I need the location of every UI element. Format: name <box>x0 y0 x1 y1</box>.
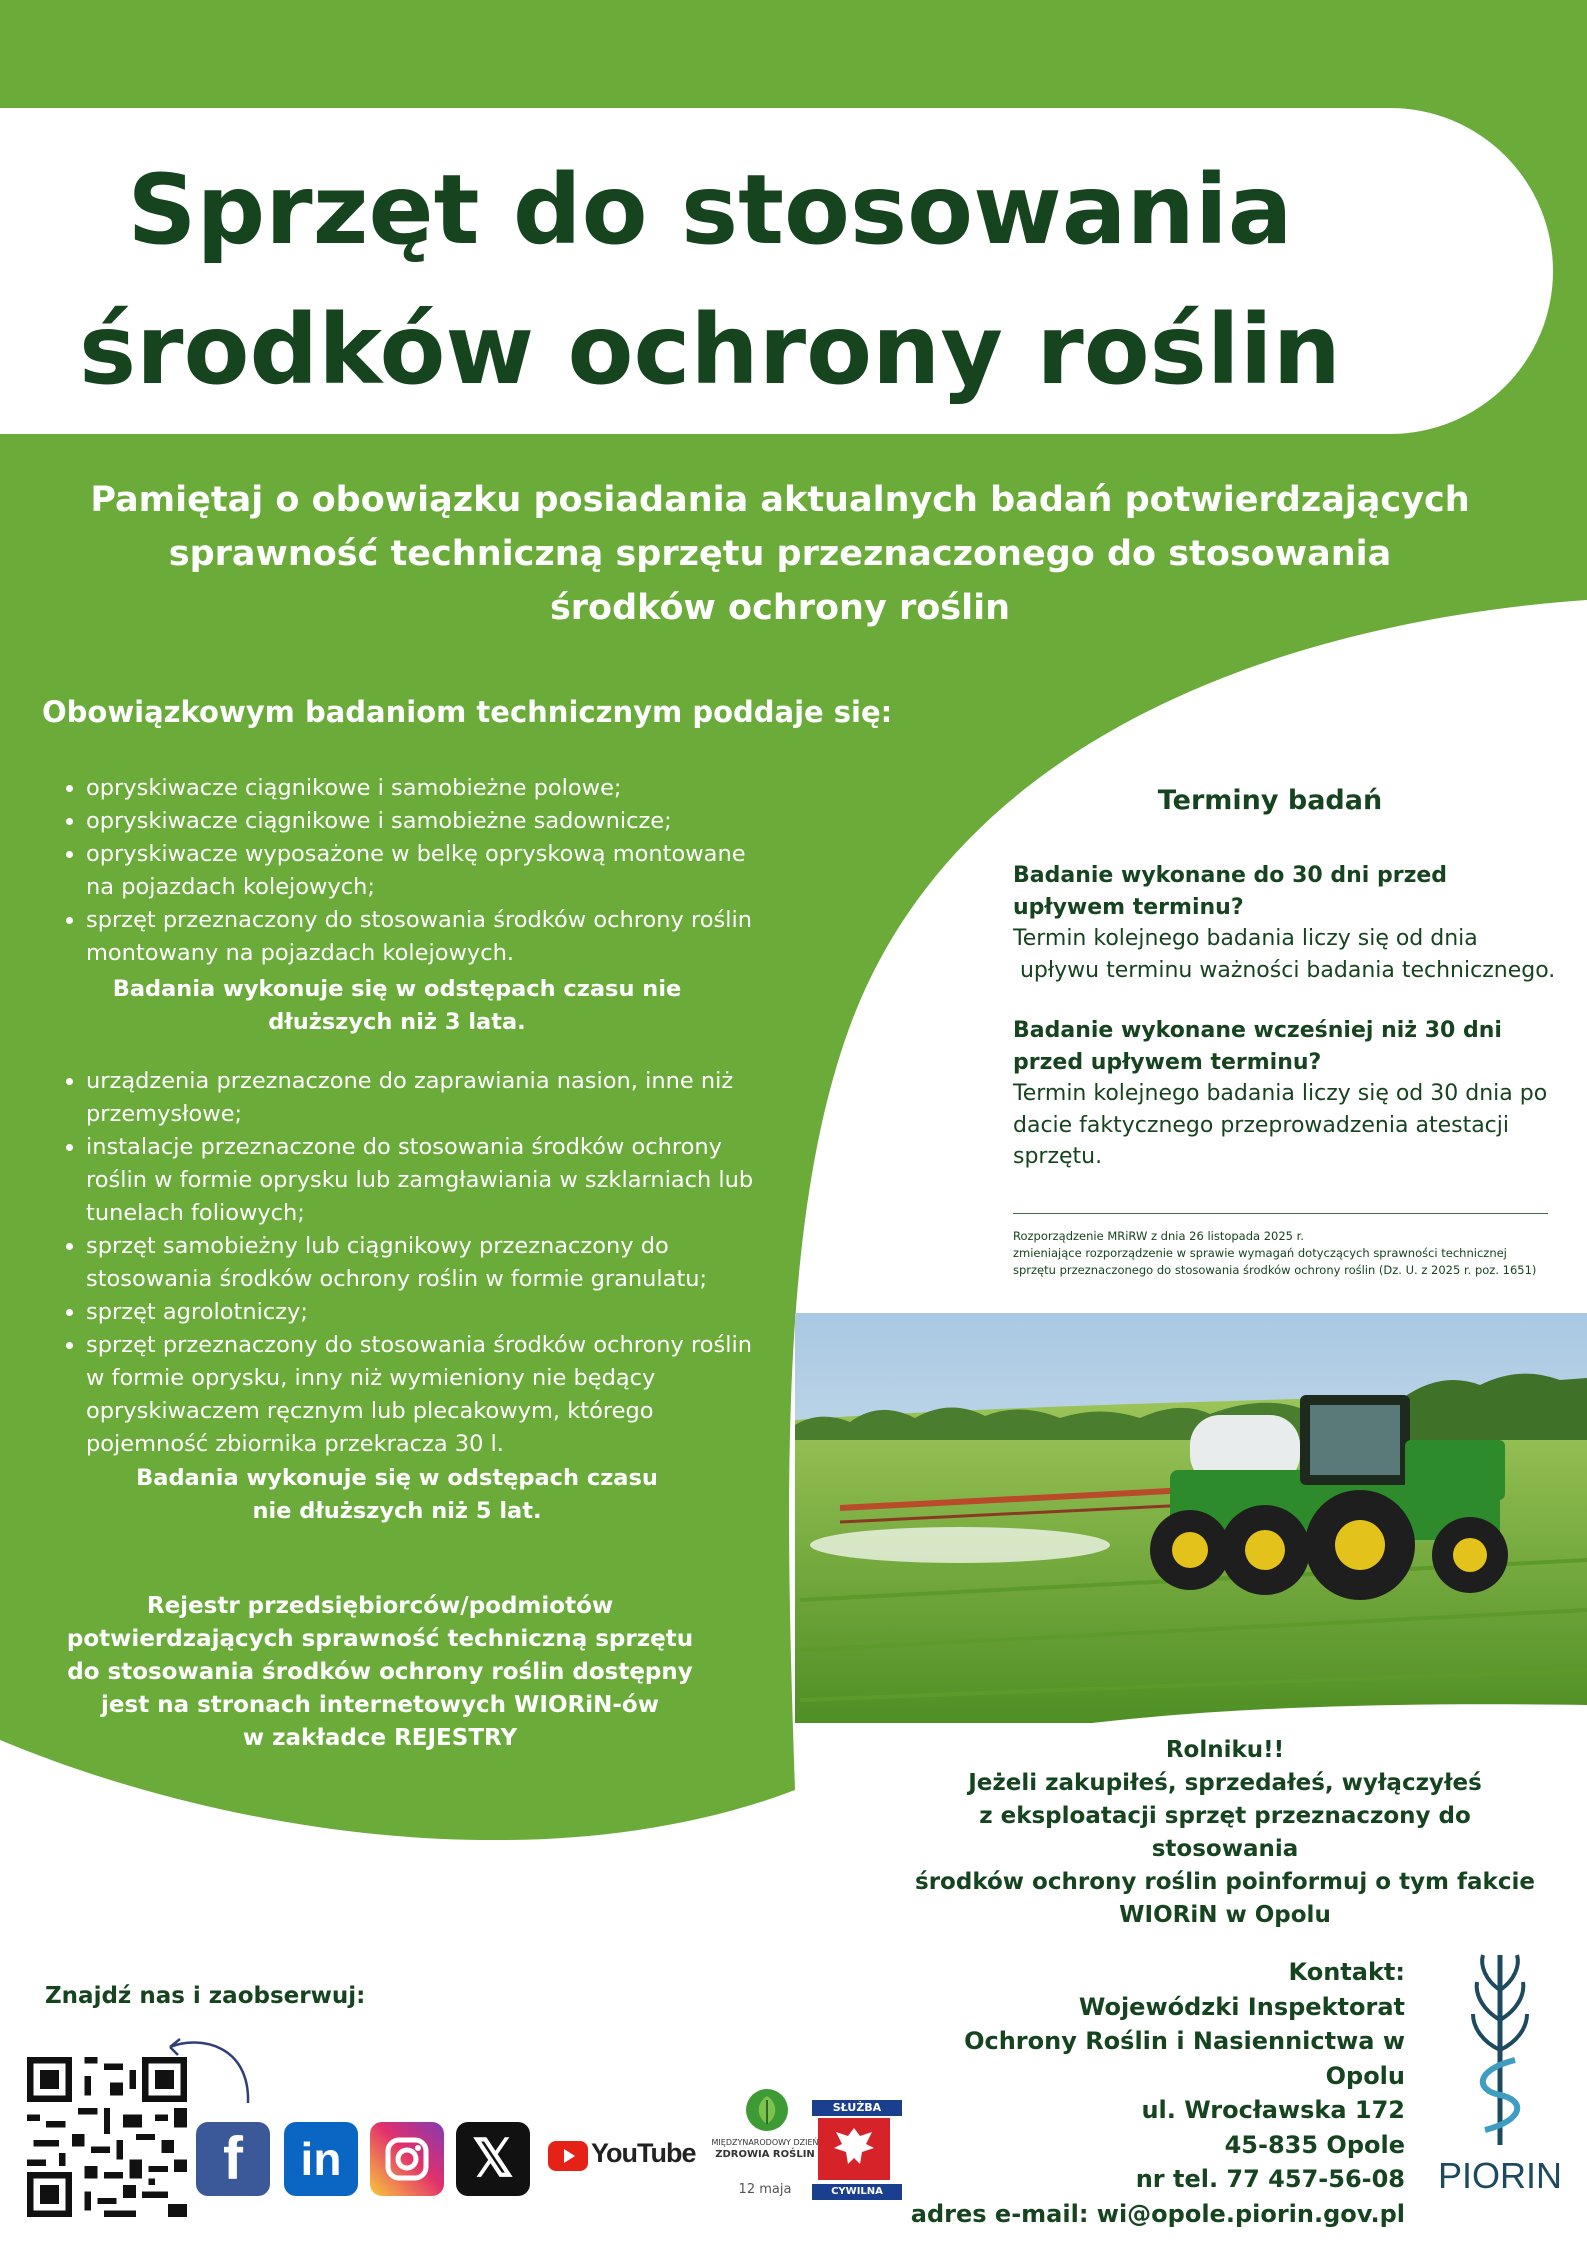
contact-line: ul. Wrocławska 172 <box>1141 2096 1405 2124</box>
answer-2 <box>1013 1078 1573 1173</box>
list-item: • opryskiwacze ciągnikowe i samobieżne sadownicze; <box>86 805 762 838</box>
legal-line: sprzętu przeznaczonego do stosowania środków ochrony roślin (Dz. U. z 2025 r. poz. 1651) <box>1013 1263 1537 1277</box>
intro-text <box>60 473 1500 635</box>
mandatory-group-2 <box>42 1065 762 1461</box>
equipment-list-1 <box>42 772 762 970</box>
leaf-icon <box>745 2088 789 2132</box>
interval-note-3-years <box>72 973 722 1039</box>
contact-line: Wojewódzki Inspektorat <box>1078 1992 1405 2021</box>
list-item: • sprzęt przeznaczony do stosowania środków ochrony roślin montowany na pojazdach kolejowych. <box>86 904 762 970</box>
intro-line-2: sprawność techniczną sprzętu przeznaczonego do stosowania <box>168 534 1392 574</box>
youtube-icon[interactable] <box>548 2138 696 2178</box>
contact-line: nr tel. 77 457-56-08 <box>1135 2165 1405 2193</box>
list-item: • sprzęt samobieżny lub ciągnikowy przeznaczony do stosowania środków ochrony roślin w formie granulatu; <box>86 1230 762 1296</box>
register-line: w zakładce REJESTRY <box>242 1725 518 1751</box>
note1-line-1: Badania wykonuje się w odstępach czasu nie <box>112 976 682 1002</box>
list-item: • sprzęt przeznaczony do stosowania środków ochrony roślin w formie oprysku, inny niż wymieniony nie będący opryskiwaczem ręcznym lub plecakowym, którego pojemność zbiornika przekracza 30 l. <box>86 1329 762 1461</box>
intro-line-1: Pamiętaj o obowiązku posiadania aktualnych badań potwierdzających <box>90 480 1470 520</box>
farmer-line: Jeżeli zakupiłeś, sprzedałeś, wyłączyłeś <box>968 1770 1482 1796</box>
note1-line-2: dłuższych niż 3 lata. <box>268 1009 526 1035</box>
note2-line-2: nie dłuższych niż 5 lat. <box>252 1498 542 1524</box>
health-day-date: 12 maja <box>738 2182 792 2197</box>
linkedin-icon[interactable]: in <box>284 2122 358 2196</box>
piorin-wordmark: PIORIN <box>1437 2155 1562 2196</box>
instagram-glyph <box>370 2122 444 2196</box>
mandatory-heading: Obowiązkowym badaniom technicznym poddaje się: <box>42 695 893 729</box>
answer-line: sprzętu. <box>1013 1144 1103 1169</box>
facebook-icon[interactable]: f <box>196 2122 270 2196</box>
find-us-label: Znajdź nas i zaobserwuj: <box>45 1983 366 2009</box>
register-line: do stosowania środków ochrony roślin dostępny <box>67 1659 693 1685</box>
question-line: Badanie wykonane do 30 dni przed <box>1013 863 1448 888</box>
register-info <box>60 1590 700 1755</box>
youtube-play-icon <box>548 2141 588 2171</box>
answer-line: Termin kolejnego badania liczy się od dnia <box>1013 926 1478 951</box>
page-title <box>40 140 1380 420</box>
legal-line: zmieniające rozporządzenie w sprawie wymagań dotyczących sprawności technicznej <box>1013 1246 1507 1260</box>
civil-service-bottom: CYWILNA <box>812 2184 902 2200</box>
farmer-line: z eksploatacji sprzęt przeznaczony do stosowania <box>979 1803 1471 1862</box>
email-link[interactable]: adres e-mail: wi@opole.piorin.gov.pl <box>910 2199 1405 2228</box>
legal-reference <box>1013 1228 1573 1279</box>
title-line-1: Sprzęt do stosowania <box>127 154 1293 266</box>
question-2 <box>1013 1015 1573 1078</box>
list-item: • instalacje przeznaczone do stosowania środków ochrony roślin w formie oprysku lub zamgławiania w szklarniach lub tunelach foliowych; <box>86 1131 762 1230</box>
title-line-2: środków ochrony roślin <box>79 294 1341 406</box>
question-line: przed upływem terminu? <box>1013 1049 1322 1075</box>
terms-title: Terminy badań <box>1157 785 1383 816</box>
farmer-line: WIORiN w Opolu <box>1119 1902 1331 1928</box>
farmer-notice <box>905 1734 1545 1932</box>
list-item: • opryskiwacze wyposażone w belkę opryskową montowane na pojazdach kolejowych; <box>86 838 762 904</box>
intro-line-3: środków ochrony roślin <box>549 588 1011 628</box>
instagram-icon[interactable] <box>370 2122 444 2196</box>
civil-service-top: SŁUŻBA <box>812 2100 902 2116</box>
answer-line: dacie faktycznego przeprowadzenia atestacji <box>1013 1112 1509 1138</box>
divider <box>1013 1213 1548 1214</box>
register-line: Rejestr przedsiębiorców/podmiotów <box>146 1593 614 1619</box>
contact-line: Ochrony Roślin i Nasiennictwa w Opolu <box>964 2027 1405 2090</box>
list-item: • urządzenia przeznaczone do zaprawiania nasion, inne niż przemysłowe; <box>86 1065 762 1131</box>
terms-block-2 <box>1013 1015 1573 1173</box>
contact-heading: Kontakt: <box>1288 1958 1405 1986</box>
farmer-line: środków ochrony roślin poinformuj o tym fakcie <box>915 1869 1535 1895</box>
contact-line: 45-835 Opole <box>1224 2130 1405 2159</box>
mandatory-group-1 <box>42 772 762 970</box>
piorin-logo <box>1425 1950 1575 2200</box>
question-1 <box>1013 860 1573 923</box>
question-line: Badanie wykonane wcześniej niż 30 dni <box>1013 1018 1502 1043</box>
legal-line: Rozporządzenie MRiRW z dnia 26 listopada 2025 r. <box>1013 1229 1304 1243</box>
qr-code-icon[interactable] <box>27 2057 187 2217</box>
wheat-staff-icon <box>1455 1950 1545 2150</box>
health-day-line-1: MIĘDZYNARODOWY DZIEŃ <box>711 2138 819 2147</box>
answer-line: upływu terminu ważności badania technicznego. <box>1013 957 1556 983</box>
list-item: • opryskiwacze ciągnikowe i samobieżne polowe; <box>86 772 762 805</box>
register-line: jest na stronach internetowych WIORiN-ów <box>101 1692 659 1718</box>
question-line: upływem terminu? <box>1013 894 1244 920</box>
tractor-photo <box>795 1313 1587 1723</box>
answer-1 <box>1013 923 1573 986</box>
health-day-line-2: ZDROWIA ROŚLIN <box>715 2149 815 2160</box>
register-line: potwierdzających sprawność techniczną sprzętu <box>66 1626 694 1652</box>
interval-note-5-years <box>72 1462 722 1528</box>
answer-line: Termin kolejnego badania liczy się od 30 dnia po <box>1013 1081 1548 1106</box>
terms-block-1 <box>1013 860 1573 986</box>
list-item: • sprzęt agrolotniczy; <box>86 1296 762 1329</box>
farmer-line: Rolniku!! <box>1165 1737 1285 1763</box>
x-icon[interactable]: 𝕏 <box>456 2122 530 2196</box>
contact-block <box>880 1955 1405 2231</box>
equipment-list-2 <box>42 1065 762 1461</box>
youtube-label: YouTube <box>591 2138 696 2168</box>
note2-line-1: Badania wykonuje się w odstępach czasu <box>136 1465 658 1491</box>
